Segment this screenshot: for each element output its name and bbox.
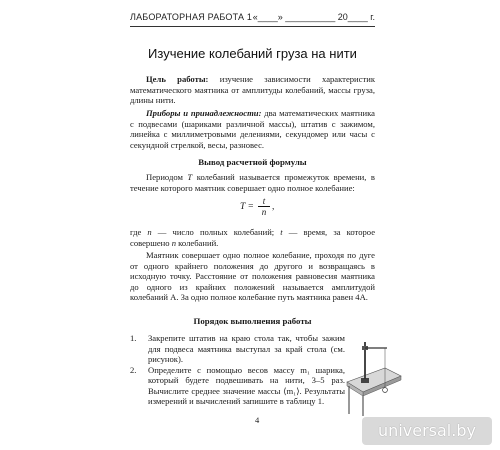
- def-text-c: — время, за которое совершено: [130, 227, 376, 248]
- period-paragraph: [130, 172, 375, 193]
- period-symbol: T: [187, 172, 193, 182]
- goal-text: изучение зависимости характеристик математического маятника от амплитуды колебаний, массы груза, длины нити.: [130, 74, 375, 105]
- step-number: 2.: [130, 364, 137, 375]
- def-symbol-n: n: [147, 227, 152, 237]
- step-number: 1.: [130, 333, 137, 343]
- def-symbol-n2: n: [171, 237, 177, 248]
- amplitude-paragraph: Маятник совершает одно полное колебание, проходя по дуге от одного крайнего положения до другого и возвращаясь в исходную точку. Расстояние от положения равновесия маятника до одного из крайних положений называется амплитудой колебаний A. За одно полное колебание путь маятника равен 4A.: [130, 250, 375, 302]
- step-text: Закрепите штатив на краю стола так, чтобы зажим для подвеса маятника выступал за край стола (см. рисунок).: [148, 333, 345, 364]
- formula-tail: ,: [272, 202, 275, 212]
- list-item: [130, 365, 345, 407]
- watermark: universal.by: [362, 417, 492, 445]
- pendulum-stand-figure: [345, 338, 410, 416]
- formula-numerator: t: [262, 196, 266, 206]
- page-header: [130, 10, 375, 24]
- period-text-a: Периодом: [146, 172, 188, 182]
- def-symbol-t: t: [280, 227, 283, 237]
- formula-fraction: [257, 196, 271, 217]
- procedure-list: [130, 333, 345, 407]
- formula-denominator: n: [261, 207, 267, 217]
- page-number: 4: [255, 415, 260, 425]
- def-text-d: колебаний.: [176, 237, 219, 248]
- def-text-a: где: [130, 227, 148, 237]
- definitions-paragraph: [130, 227, 375, 248]
- formula-lhs: T =: [240, 202, 254, 212]
- section-heading-procedure: Порядок выполнения работы: [193, 316, 312, 326]
- period-formula: [240, 198, 280, 222]
- section-heading-formula: Вывод расчетной формулы: [198, 157, 307, 167]
- equipment-paragraph: [130, 108, 375, 150]
- header-rule: [130, 26, 375, 27]
- header-date-field: «____» __________ 20____ г.: [252, 12, 375, 22]
- goal-label: Цель работы:: [146, 74, 209, 84]
- goal-paragraph: [130, 74, 375, 106]
- equipment-label: Приборы и принадлежности:: [146, 108, 262, 118]
- period-text-b: колебаний называется промежуток времени, в течение которого маятник совершает одно полное колебание:: [130, 172, 375, 193]
- equipment-text: два математических маятника с подвесами (шариками различной массы), штатив с зажимом, линейка с миллиметровыми делениями, секундомер или часы с секундной стрелкой, весы, разновес.: [130, 108, 375, 150]
- header-lab-title: ЛАБОРАТОРНАЯ РАБОТА 1: [130, 12, 253, 22]
- list-item: [130, 333, 345, 365]
- def-text-b: — число полных колебаний;: [151, 227, 281, 237]
- page-title: Изучение колебаний груза на нити: [148, 46, 357, 61]
- step-text: Определите с помощью весов массу m₁ шарика, который будете подвешивать на нити, 3–5 раз. Вычислите среднее значение массы ⟨m₁⟩. Результаты измерений и вычислений запишите в таблицу 1.: [148, 364, 345, 406]
